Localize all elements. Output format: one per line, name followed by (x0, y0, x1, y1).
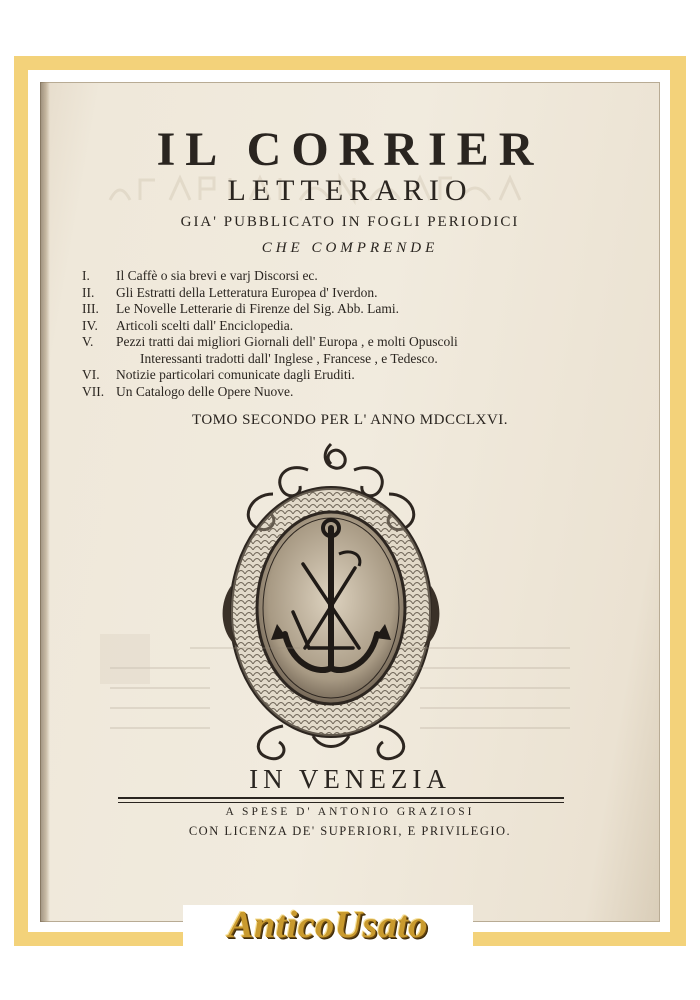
contents-item (82, 268, 602, 285)
title-line-2: LETTERARIO (227, 174, 473, 207)
contents-item (82, 318, 602, 335)
item-number: VI. (82, 367, 100, 382)
contents-item (82, 301, 602, 318)
page-spine-shadow (40, 82, 50, 922)
item-text: Gli Estratti della Letteratura Europea d' Iverdon. (116, 284, 378, 300)
item-number: II. (82, 284, 95, 300)
item-text: Il Caffè o sia brevi e varj Discorsi ec. (116, 268, 318, 283)
contents-item (82, 285, 602, 302)
item-number (82, 351, 116, 368)
item-number: III. (82, 301, 99, 316)
contents-item-continuation (82, 351, 602, 368)
subtitle-line-2: CHE COMPRENDE (261, 240, 439, 256)
item-text: Articoli scelti dall' Enciclopedia. (116, 317, 294, 333)
imprint-license: CON LICENZA DE' SUPERIORI, E PRIVILEGIO. (188, 824, 512, 838)
item-text: Un Catalogo delle Opere Nuove. (116, 383, 294, 399)
title-line-1: IL CORRIER (156, 123, 544, 176)
imprint-publisher: A SPESE D' ANTONIO GRAZIOSI (225, 806, 475, 818)
item-text: Le Novelle Letterarie di Firenze del Sig. Abb. Lami. (116, 301, 400, 316)
subtitle-line-1: GIA' PUBBLICATO IN FOGLI PERIODICI (180, 214, 520, 230)
contents-item (82, 367, 602, 384)
item-number: I. (82, 268, 90, 283)
contents-list (82, 268, 602, 400)
show-through-text-marks (100, 628, 580, 758)
imprint-city: IN VENEZIA (249, 764, 451, 794)
item-text: Pezzi tratti dai migliori Giornali dell' Europa , e molti Opuscoli (116, 334, 458, 349)
watermark-logo: AnticoUsato (228, 904, 428, 946)
imprint-rule (118, 797, 564, 803)
item-number: V. (82, 334, 94, 349)
item-text: Interessanti tradotti dall' Inglese , Francese , e Tedesco. (140, 350, 438, 366)
contents-item (82, 384, 602, 401)
item-number: IV. (82, 317, 98, 333)
item-number: VII. (82, 383, 105, 399)
contents-item (82, 334, 602, 351)
item-text: Notizie particolari comunicate dagli Eruditi. (116, 367, 355, 382)
volume-line: TOMO SECONDO PER L' ANNO MDCCLXVI. (191, 412, 509, 428)
